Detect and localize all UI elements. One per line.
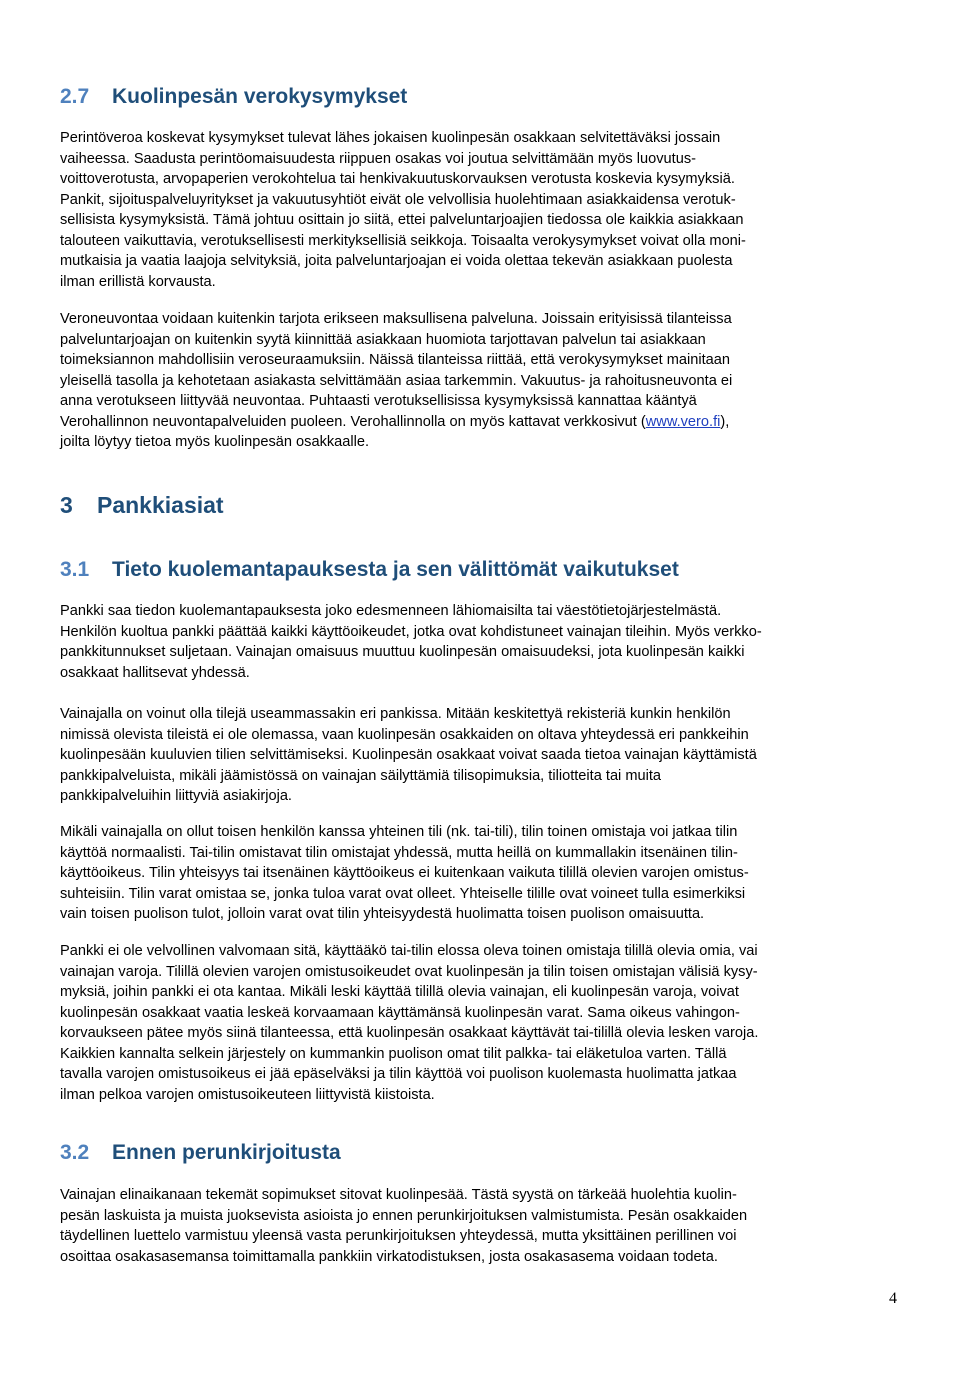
text-line: nimissä olevista tileistä ei ole olemassa, vaan kuolinpesän osakkaiden on oltava yhteydessä eri pankkeihin bbox=[60, 726, 749, 743]
section-title: Kuolinpesän verokysymykset bbox=[112, 85, 408, 108]
text-line: kuolinpesään kuuluvien tilien selvittämiseksi. Kuolinpesän osakkaat voivat saada tietoa vainajan käyttämistä bbox=[60, 747, 757, 763]
text-line: Pankki saa tiedon kuolemantapauksesta joko edesmenneen lähiomaisilta tai väestötietojärjestelmästä. bbox=[60, 603, 722, 619]
text-line: joilta löytyy tietoa myös kuolinpesän osakkaalle. bbox=[60, 434, 370, 450]
text-line: Vainajan elinaikanaan tekemät sopimukset sitovat kuolinpesää. Tästä syystä on tärkeää huolehtia kuolin- bbox=[60, 1187, 737, 1203]
section-number: 2.7 bbox=[60, 85, 90, 108]
section-title: Tieto kuolemantapauksesta ja sen välittömät vaikutukset bbox=[112, 558, 679, 581]
chapter-heading-3 bbox=[60, 491, 912, 519]
paragraph bbox=[60, 941, 912, 1105]
text-line: Veroneuvontaa voidaan kuitenkin tarjota erikseen maksullisena palveluna. Joissain erityisissä tilanteissa bbox=[60, 311, 732, 327]
section-title: Ennen perunkirjoitusta bbox=[112, 1141, 341, 1164]
text-line: Perintöveroa koskevat kysymykset tulevat lähes jokaisen kuolinpesän osakkaan selvitettäväksi jossain bbox=[60, 130, 721, 146]
text-line: tavalla varojen omistusoikeus ei jää epäselväksi ja tilin käyttöä voi puolison kuolemasta huolimatta jatkaa bbox=[60, 1066, 737, 1082]
text-line: Vainajalla on voinut olla tilejä useammassakin eri pankissa. Mitään keskitettyä rekisteriä kunkin henkilön bbox=[60, 706, 731, 722]
page-number: 4 bbox=[889, 1290, 897, 1307]
text-span: ), bbox=[720, 413, 730, 430]
text-line: sellisista kysymyksistä. Tämä johtuu osittain jo siitä, ettei palveluntarjoajien tiedossa ole kaikkia asiakkaan bbox=[60, 212, 744, 228]
text-line: mutkaisia ja vaatia laajoja selvityksiä, joita palveluntarjoajan ei voida olettaa tekevän asiakkaan puolesta bbox=[60, 253, 733, 269]
text-line: käyttöä normaalisti. Tai-tilin omistavat tilin omistajat yhdessä, mutta heillä on kummallakin itsenäinen tilin- bbox=[60, 844, 738, 861]
text-line: ilman erillistä korvausta. bbox=[60, 273, 216, 290]
section-number: 3.1 bbox=[60, 558, 90, 581]
text-line: Pankki ei ole velvollinen valvomaan sitä, käyttääkö tai-tilin elossa oleva toinen omistaja tilillä olevia omia, vai bbox=[60, 943, 758, 959]
paragraph bbox=[60, 704, 912, 807]
text-line: anna verotukseen liittyvää neuvontaa. Puhtaasti verotuksellisissa kysymyksissä kannattaa kääntyä bbox=[60, 393, 697, 409]
section-heading-3-2 bbox=[60, 1140, 912, 1166]
text-line: osoittaa osakasasemansa toimittamalla pankkiin virkatodistuksen, josta osakasasema voidaan todeta. bbox=[60, 1248, 718, 1265]
paragraph bbox=[60, 128, 912, 292]
text-line: ilman pelkoa varojen omistusoikeuteen liittyvistä kiistoista. bbox=[60, 1086, 435, 1103]
text-line: käyttöoikeus. Tilin yhteisyys tai itsenäinen käyttöoikeus ei kuitenkaan vaikuta tilillä olevien varojen omistus- bbox=[60, 865, 749, 881]
text-line: Henkilön kuoltua pankki päättää kaikki käyttöoikeudet, jotka ovat kohdistuneet vainajan tileihin. Myös verkko- bbox=[60, 623, 762, 640]
paragraph bbox=[60, 822, 912, 925]
text-line: yleisellä tasolla ja kehotetaan asiakasta selvittämään asiaa tarkemmin. Vakuutus- ja rahoitusneuvonta ei bbox=[60, 372, 733, 389]
text-line: voittoverotusta, arvopaperien verokohtelua tai henkivakuutuskorvauksen verotusta koskevia kysymyksiä. bbox=[60, 171, 735, 187]
chapter-number: 3 bbox=[60, 492, 73, 518]
text-line: suhteisiin. Tilin varat omistaa se, jonka tuloa varat ovat olleet. Yhteiselle tilille ovat voineet tulla esimerkiksi bbox=[60, 885, 746, 902]
text-line: pankkipalveluista, mikäli jäämistössä on vainajan säilyttämiä tilisopimuksia, tiliotteita tai muita bbox=[60, 767, 662, 784]
text-line: toimeksiannon mahdollisiin veroseuraamuksiin. Näissä tilanteissa riittää, että verokysymykset mainitaan bbox=[60, 352, 730, 368]
text-line: talouteen vaikuttavia, verotuksellisesti merkityksellisiä seikkoja. Toisaalta verokysymykset voivat olla moni- bbox=[60, 232, 746, 249]
text-line: vain toisen puolison tulot, jolloin varat ovat tilin yhteisyydestä huolimatta toisen puolison omaisuutta. bbox=[60, 906, 705, 922]
text-line: osakkaat hallitsevat yhdessä. bbox=[60, 664, 250, 681]
text-line: vainajan varoja. Tilillä olevien varojen omistusoikeudet ovat kuolinpesän ja tilin toisen omistajan välisiä kysy- bbox=[60, 963, 758, 980]
paragraph bbox=[60, 601, 912, 683]
section-heading-2-7 bbox=[60, 84, 912, 110]
text-line: Kaikkien kannalta selkein järjestely on kummankin puolison omat tilit palkka- tai eläketuloa varten. Tällä bbox=[60, 1045, 727, 1062]
section-number: 3.2 bbox=[60, 1141, 90, 1164]
text-line: kuolinpesän osakkaat vaatia leskeä korvaamaan käyttämänsä kuolinpesän varat. Sama oikeus vahingon- bbox=[60, 1004, 740, 1021]
text-span: Verohallinnon neuvontapalveluiden puoleen. Verohallinnolla on myös kattavat verkkosivut ( bbox=[60, 413, 646, 430]
text-line: pesän laskuista ja muista juoksevista asioista jo ennen perunkirjoituksen valmistumista. Pesän osakkaiden bbox=[60, 1207, 748, 1224]
text-line: korvaukseen pätee myös siinä tilanteessa, että kuolinpesän osakkaat käyttävät tai-tilillä olevia lesken varoja. bbox=[60, 1025, 759, 1041]
section-heading-3-1 bbox=[60, 557, 912, 583]
chapter-title: Pankkiasiat bbox=[97, 492, 224, 518]
text-line: Pankit, sijoituspalveluyritykset ja vakuutusyhtiöt eivät ole velvollisia huolehtimaan asiakkaidensa verotuk- bbox=[60, 191, 736, 208]
paragraph bbox=[60, 1185, 912, 1267]
text-line: vaiheessa. Saadusta perintöomaisuudesta riippuen osakas voi joutua selvittämään myös luovutus- bbox=[60, 150, 697, 167]
text-line bbox=[60, 412, 912, 433]
text-line: täydellinen luettelo varmistuu yleensä vasta perunkirjoituksen yhteydessä, mutta yksittäinen perillinen voi bbox=[60, 1228, 737, 1244]
paragraph bbox=[60, 309, 912, 453]
text-line: myksiä, joihin pankki ei ota kantaa. Mikäli leski käyttää tilillä olevia vainajan, eli kuolinpesän varoja, voivat bbox=[60, 984, 739, 1000]
text-line: Mikäli vainajalla on ollut toisen henkilön kanssa yhteinen tili (nk. tai-tili), tilin toinen omistaja voi jatkaa tilin bbox=[60, 824, 738, 840]
text-line: pankkitunnukset suljetaan. Vainajan omaisuus muuttuu kuolinpesän omaisuudeksi, jota kuolinpesän kaikki bbox=[60, 644, 745, 660]
text-line: pankkipalveluihin liittyviä asiakirjoja. bbox=[60, 788, 292, 804]
text-line: palveluntarjoajan on kuitenkin syytä kiinnittää asiakkaan huomiota tarjottavan palvelun tai asiakkaan bbox=[60, 331, 706, 348]
vero-fi-link[interactable]: www.vero.fi bbox=[645, 413, 721, 430]
